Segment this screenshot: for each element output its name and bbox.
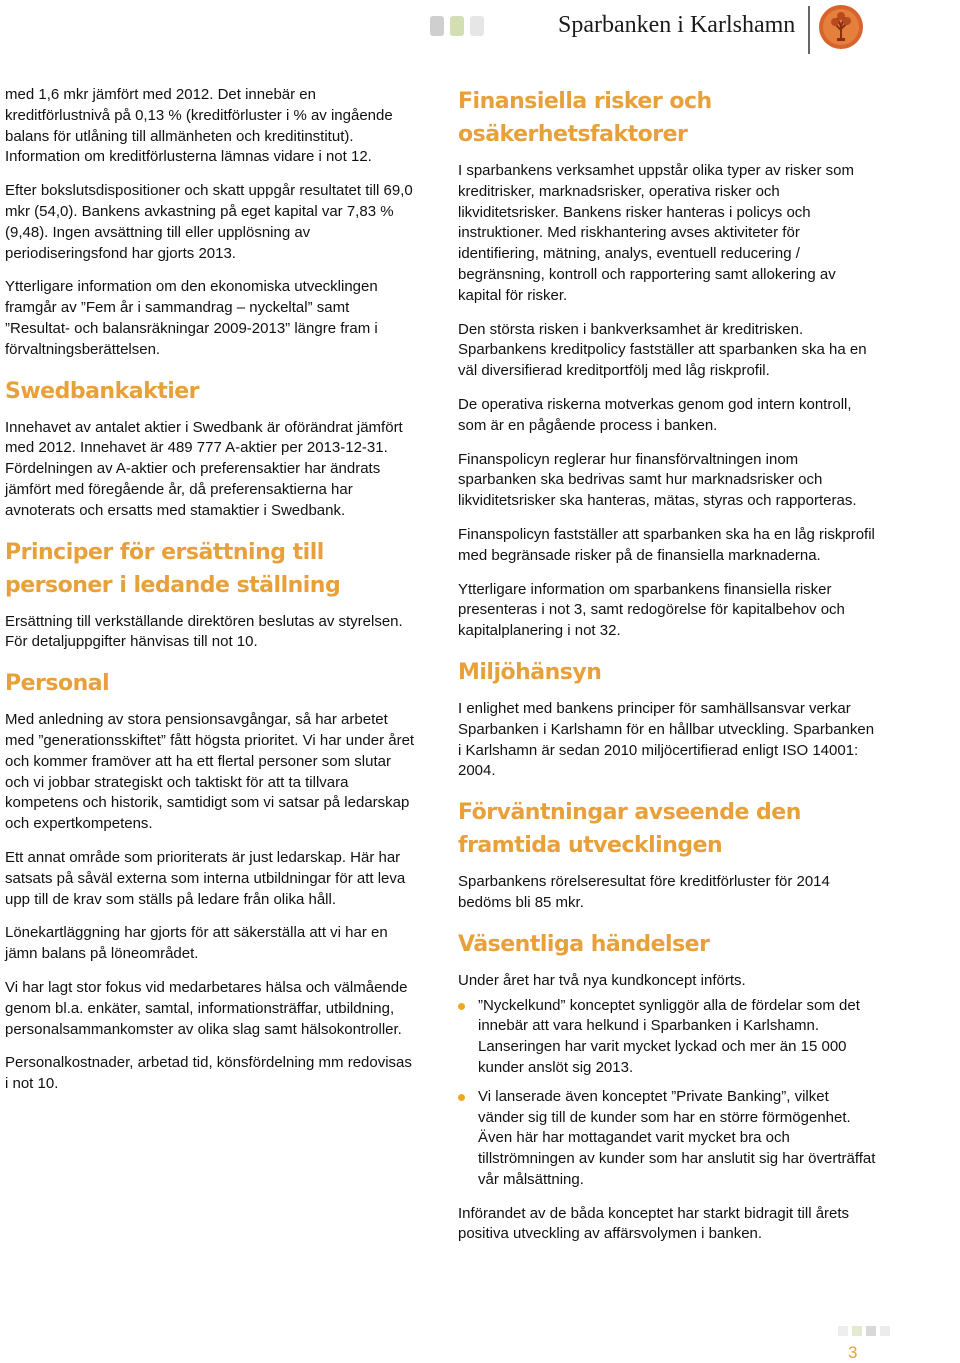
paragraph: Med anledning av stora pensionsavgångar, så har arbetet med ”generationsskiftet” fått högsta prioritet. Vi har under året och kommer framöver att ha ett flertal personer som slutar och vi jobbar strategiskt och taktiskt för att ta tillvara kompetens och historik, samtidigt som vi satsar på ledarskap och expertkompetens. xyxy=(5,711,415,833)
bullet-icon xyxy=(458,1003,465,1010)
decor-square xyxy=(470,16,484,36)
decor-square xyxy=(880,1326,890,1336)
paragraph: Under året har två nya kundkoncept införts. xyxy=(458,971,746,989)
paragraph: Efter bokslutsdispositioner och skatt uppgår resultatet till 69,0 mkr (54,0). Bankens avkastning på eget kapital var 7,83 % (9,48). Ingen avsättning till eller upplösning av periodiseringsfond har gjorts 2013. xyxy=(5,182,413,262)
paragraph: Lönekartläggning har gjorts för att säkerställa att vi har en jämn balans på löneområdet. xyxy=(5,924,388,963)
list-item-text: ”Nyckelkund” konceptet synliggör alla de fördelar som det innebär att vara helkund i Sparbanken i Karlshamn. Lanseringen har varit mycket lyckad och mer än 15 000 kunder anslöt sig 2013. xyxy=(478,996,860,1076)
decor-square xyxy=(866,1326,876,1336)
heading-vasentliga-handelser: Väsentliga händelser xyxy=(458,931,710,957)
heading-personal: Personal xyxy=(5,671,110,697)
heading-forvantningar: Förväntningar avseende den framtida utvecklingen xyxy=(458,800,801,859)
list-item xyxy=(458,996,878,1079)
decor-square xyxy=(430,16,444,36)
tree-logo-icon xyxy=(818,4,864,50)
paragraph: Finanspolicyn fastställer att sparbanken ska ha en låg riskprofil med begränsade risker på de finansiella marknaderna. xyxy=(458,525,875,564)
left-column xyxy=(5,85,415,1108)
paragraph: I sparbankens verksamhet uppstår olika typer av risker som kreditrisker, marknadsrisker, operativa risker och likviditetsrisker. Bankens risker hanteras i policys och instruktioner. Med riskhantering avses aktiviteter för identifiering, mätning, analys, eventuell reducering / begränsning, kontroll och rapportering samt allokering av kapital för risker. xyxy=(458,162,854,304)
paragraph: I enlighet med bankens principer för samhällsansvar verkar Sparbanken i Karlshamn för en hållbar utveckling. Sparbanken i Karlshamn är sedan 2010 miljöcertifierad enligt ISO 14001: 2004. xyxy=(458,699,875,780)
paragraph: Ett annat område som prioriterats är just ledarskap. Här har satsats på såväl externa som interna utbildningar för att leva upp till de krav som ställs på ledare från olika håll. xyxy=(5,848,406,908)
bullet-icon xyxy=(458,1094,465,1101)
footer-decoration xyxy=(838,1326,890,1336)
page-number: 3 xyxy=(848,1343,858,1362)
paragraph: Ytterligare information om sparbankens finansiella risker presenteras i not 3, samt redogörelse för kapitalbehov och kapitalplanering i not 32. xyxy=(458,580,845,640)
paragraph: Innehavet av antalet aktier i Swedbank är oförändrat jämfört med 2012. Innehavet är 489 777 A-aktier per 2013-12-31. Fördelningen av A-aktier och preferensaktier har ändrats jämfört med föregående år, då preferensaktierna har avnoterats och ersatts med stamaktier i Swedbank. xyxy=(5,418,403,519)
heading-principer: Principer för ersättning till personer i ledande ställning xyxy=(5,539,341,598)
heading-swedbankaktier: Swedbankaktier xyxy=(5,378,200,404)
paragraph: Den största risken i bankverksamhet är kreditrisken. Sparbankens kreditpolicy fastställer att sparbanken ska ha en väl diversifierad kreditportfölj med låg riskprofil. xyxy=(458,320,867,380)
list-item xyxy=(458,1087,878,1191)
heading-miljohansyn: Miljöhänsyn xyxy=(458,659,602,685)
paragraph: Ytterligare information om den ekonomiska utvecklingen framgår av ”Fem år i sammandrag – nyckeltal” samt ”Resultat- och balansräkningar 2009-2013” längre fram i förvaltningsberättelsen. xyxy=(5,278,378,358)
decor-square xyxy=(450,16,464,36)
paragraph: med 1,6 mkr jämfört med 2012. Det innebär en kreditförlustnivå på 0,13 % (kreditförluster i % av ingående balans för utlåning till allmänheten och kreditinstitut). Information om kreditförlusterna lämnas vidare i not 12. xyxy=(5,86,393,166)
header-divider xyxy=(808,6,810,54)
paragraph: Införandet av de båda konceptet har starkt bidragit till årets positiva utveckling av affärsvolymen i banken. xyxy=(458,1204,850,1243)
paragraph: Finanspolicyn reglerar hur finansförvaltningen inom sparbanken ska bedrivas samt hur marknadsrisker och likviditetsrisker ska hanteras, mätas, styras och rapporteras. xyxy=(458,450,857,510)
decor-square xyxy=(852,1326,862,1336)
header-decoration xyxy=(430,16,484,36)
paragraph: Personalkostnader, arbetad tid, könsfördelning mm redovisas i not 10. xyxy=(5,1054,412,1093)
paragraph: Vi har lagt stor fokus vid medarbetares hälsa och välmående genom bl.a. enkäter, samtal, informationsträffar, utbildning, personalsammankomster av olika slag samt hälsokontroller. xyxy=(5,978,408,1038)
list-item-text: Vi lanserade även konceptet ”Private Banking”, vilket vänder sig till de kunder som har en större förmögenhet. Även här har mottagandet varit mycket bra och tillströmningen av kunder som har anslutit sig har överträffat vår målsättning. xyxy=(478,1087,876,1188)
paragraph: Sparbankens rörelseresultat före kreditförluster för 2014 bedöms bli 85 mkr. xyxy=(458,873,830,911)
decor-square xyxy=(838,1326,848,1336)
brand-name: Sparbanken i Karlshamn xyxy=(558,12,796,38)
bullet-list xyxy=(458,996,878,1191)
right-column xyxy=(458,85,878,1258)
paragraph: De operativa riskerna motverkas genom god intern kontroll, som är en pågående process i banken. xyxy=(458,395,852,434)
paragraph: Ersättning till verkställande direktören beslutas av styrelsen. För detaljuppgifter hänvisas till not 10. xyxy=(5,612,403,651)
heading-finansiella-risker: Finansiella risker och osäkerhetsfaktorer xyxy=(458,89,712,147)
